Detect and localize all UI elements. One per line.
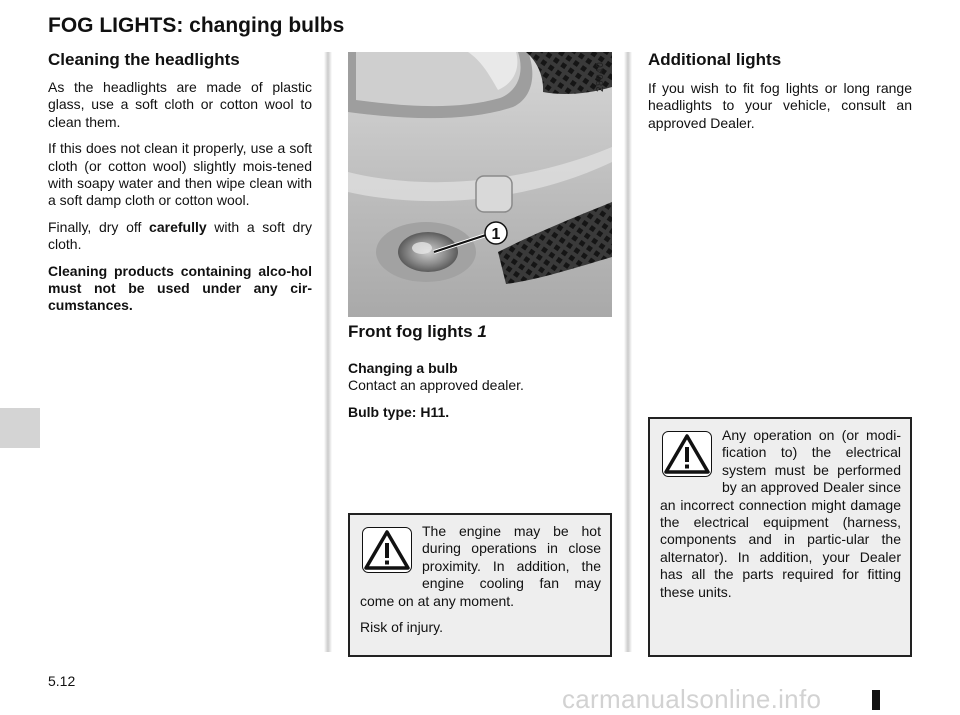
caution-paragraph: Cleaning products containing alco-hol must not be used under any cir-cumstances. bbox=[48, 262, 312, 314]
additional-lights-section bbox=[648, 50, 912, 132]
fog-light-photo bbox=[348, 52, 612, 317]
watermark: carmanualsonline.info bbox=[562, 684, 822, 714]
page-number: 5.12 bbox=[48, 673, 76, 689]
emphasis: carefully bbox=[149, 218, 207, 235]
warning-text: Any operation on (or modi-fication to) the electrical system must be performed by an approved Dealer since an incorrect connection might damage the electrical equipment (harness, components and in partic-ular the alternator). In addition, your Dealer has all the parts required for fitting these units. bbox=[660, 427, 901, 600]
paragraph: Contact an approved dealer. bbox=[348, 377, 524, 394]
page-title: FOG LIGHTS: changing bulbs bbox=[48, 14, 345, 37]
section-heading: Additional lights bbox=[648, 50, 782, 69]
column-divider-left bbox=[324, 52, 332, 652]
engine-warning-box bbox=[348, 513, 612, 657]
warning-triangle-icon bbox=[362, 527, 412, 573]
paragraph: If you wish to fit fog lights or long range headlights to your vehicle, consult an approved Dealer. bbox=[648, 80, 912, 131]
corner-mark bbox=[872, 690, 880, 710]
dealer-warning-box bbox=[648, 417, 912, 657]
cleaning-section bbox=[48, 50, 312, 315]
warning-text: The engine may be hot during operations in close proximity. In addition, the engine cooling fan may come on at any moment. bbox=[360, 523, 601, 609]
warning-triangle-icon bbox=[662, 431, 712, 477]
bulb-type: Bulb type: H11. bbox=[348, 403, 450, 420]
photo-reference-code: 28040 bbox=[595, 61, 606, 92]
heading-reference: 1 bbox=[477, 322, 487, 341]
paragraph: As the headlights are made of plastic glass, use a soft cloth or cotton wool to clean them. bbox=[48, 79, 312, 130]
column-divider-right bbox=[624, 52, 632, 652]
section-heading: Front fog lights 1 bbox=[348, 322, 487, 341]
section-tab bbox=[0, 408, 40, 448]
callout-1-label: 1 bbox=[491, 226, 501, 243]
paragraph: If this does not clean it properly, use a soft cloth (or cotton wool) slightly mois-tened with soapy water and then wipe clean with a soft damp cloth or cotton wool. bbox=[48, 140, 312, 209]
section-heading: Cleaning the headlights bbox=[48, 50, 240, 69]
warning-risk: Risk of injury. bbox=[360, 619, 443, 636]
paragraph: Finally, dry off carefully with a soft dry cloth. bbox=[48, 218, 312, 253]
subheading: Changing a bulb bbox=[348, 360, 458, 376]
fog-lights-section bbox=[348, 322, 612, 421]
